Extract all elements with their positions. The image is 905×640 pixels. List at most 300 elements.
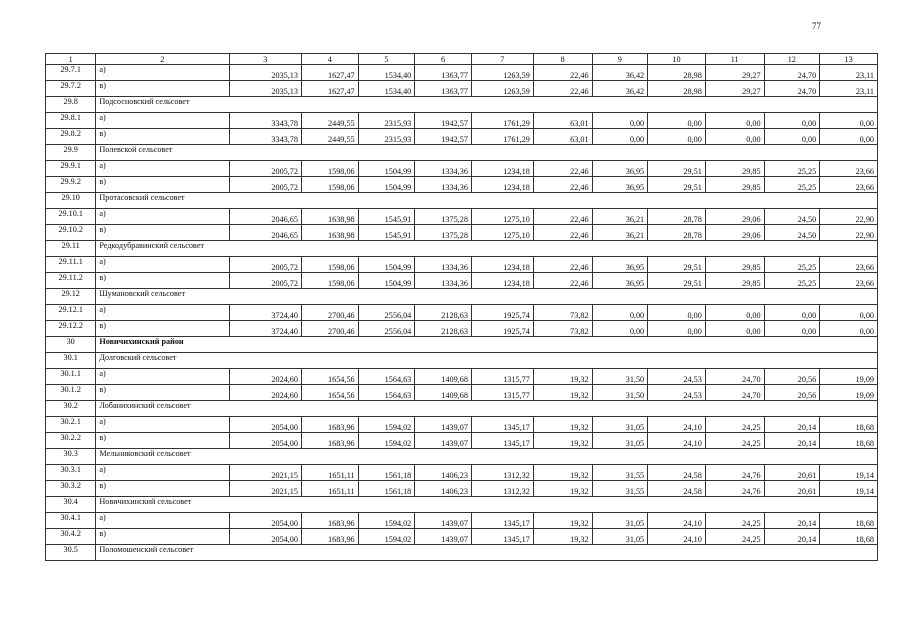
value-cell: 24,70 — [764, 65, 820, 81]
value-cell: 1534,40 — [358, 81, 415, 97]
value-cell: 0,00 — [764, 305, 820, 321]
row-label: в) — [96, 177, 229, 193]
value-cell: 0,00 — [764, 129, 820, 145]
value-cell: 3343,78 — [229, 113, 301, 129]
value-cell: 2005,72 — [229, 257, 301, 273]
row-label: в) — [96, 129, 229, 145]
column-header: 5 — [358, 54, 415, 65]
value-cell: 2046,65 — [229, 209, 301, 225]
section-row — [46, 545, 878, 561]
value-cell: 1263,59 — [471, 65, 533, 81]
value-cell: 1638,98 — [301, 209, 358, 225]
value-cell: 22,90 — [820, 209, 878, 225]
value-cell: 1598,06 — [301, 273, 358, 289]
value-cell: 0,00 — [705, 129, 764, 145]
value-cell: 0,00 — [705, 305, 764, 321]
section-row — [46, 337, 878, 353]
row-label: а) — [96, 209, 229, 225]
value-cell: 24,50 — [764, 225, 820, 241]
section-row — [46, 401, 878, 417]
value-cell: 1334,36 — [415, 177, 472, 193]
section-title: Новичихинский район — [96, 337, 878, 353]
section-title: Долговский сельсовет — [96, 353, 878, 369]
value-cell: 24,58 — [648, 465, 706, 481]
value-cell: 2021,15 — [229, 481, 301, 497]
value-cell: 1234,18 — [471, 177, 533, 193]
value-cell: 1564,63 — [358, 369, 415, 385]
value-cell: 1345,17 — [471, 417, 533, 433]
table-row — [46, 481, 878, 497]
value-cell: 20,56 — [764, 369, 820, 385]
row-label: в) — [96, 481, 229, 497]
value-cell: 1409,68 — [415, 369, 472, 385]
value-cell: 22,46 — [533, 273, 592, 289]
value-cell: 23,11 — [820, 65, 878, 81]
value-cell: 20,14 — [764, 433, 820, 449]
row-label: а) — [96, 417, 229, 433]
value-cell: 20,14 — [764, 513, 820, 529]
table-row — [46, 273, 878, 289]
value-cell: 1761,29 — [471, 113, 533, 129]
row-code: 30.3.2 — [46, 481, 96, 497]
row-label: а) — [96, 65, 229, 81]
row-code: 29.11.1 — [46, 257, 96, 273]
value-cell: 24,10 — [648, 529, 706, 545]
table-row — [46, 465, 878, 481]
value-cell: 24,25 — [705, 513, 764, 529]
section-row — [46, 449, 878, 465]
value-cell: 29,51 — [648, 177, 706, 193]
page-number: 77 — [812, 21, 821, 31]
value-cell: 22,46 — [533, 177, 592, 193]
value-cell: 63,01 — [533, 129, 592, 145]
column-header: 3 — [229, 54, 301, 65]
value-cell: 0,00 — [764, 321, 820, 337]
section-title: Поломошенский сельсовет — [96, 545, 878, 561]
value-cell: 22,46 — [533, 161, 592, 177]
column-header: 7 — [471, 54, 533, 65]
value-cell: 1638,98 — [301, 225, 358, 241]
value-cell: 0,00 — [648, 113, 706, 129]
row-code: 30.5 — [46, 545, 96, 561]
value-cell: 19,32 — [533, 529, 592, 545]
value-cell: 1504,99 — [358, 257, 415, 273]
value-cell: 1683,96 — [301, 417, 358, 433]
value-cell: 1925,74 — [471, 305, 533, 321]
value-cell: 2005,72 — [229, 273, 301, 289]
value-cell: 1334,36 — [415, 161, 472, 177]
value-cell: 2700,46 — [301, 305, 358, 321]
value-cell: 36,95 — [592, 257, 648, 273]
row-label: в) — [96, 273, 229, 289]
value-cell: 31,50 — [592, 369, 648, 385]
value-cell: 20,14 — [764, 417, 820, 433]
value-cell: 1564,63 — [358, 385, 415, 401]
value-cell: 1439,07 — [415, 417, 472, 433]
value-cell: 1598,06 — [301, 161, 358, 177]
value-cell: 1363,77 — [415, 81, 472, 97]
value-cell: 19,32 — [533, 433, 592, 449]
value-cell: 19,32 — [533, 481, 592, 497]
value-cell: 1534,40 — [358, 65, 415, 81]
value-cell: 1312,32 — [471, 465, 533, 481]
value-cell: 0,00 — [592, 305, 648, 321]
value-cell: 24,70 — [705, 369, 764, 385]
value-cell: 1345,17 — [471, 433, 533, 449]
value-cell: 23,66 — [820, 177, 878, 193]
value-cell: 18,68 — [820, 433, 878, 449]
value-cell: 2046,65 — [229, 225, 301, 241]
row-code: 29.8 — [46, 97, 96, 113]
row-label: в) — [96, 225, 229, 241]
value-cell: 24,76 — [705, 481, 764, 497]
value-cell: 2556,04 — [358, 305, 415, 321]
value-cell: 0,00 — [648, 321, 706, 337]
table-row — [46, 81, 878, 97]
value-cell: 0,00 — [820, 321, 878, 337]
row-code: 29.11 — [46, 241, 96, 257]
value-cell: 20,56 — [764, 385, 820, 401]
value-cell: 1651,11 — [301, 465, 358, 481]
value-cell: 2035,13 — [229, 81, 301, 97]
value-cell: 1375,28 — [415, 209, 472, 225]
table-row — [46, 209, 878, 225]
value-cell: 24,10 — [648, 513, 706, 529]
value-cell: 0,00 — [648, 129, 706, 145]
value-cell: 24,10 — [648, 433, 706, 449]
value-cell: 1439,07 — [415, 433, 472, 449]
table-header-row — [46, 54, 878, 65]
value-cell: 24,70 — [764, 81, 820, 97]
value-cell: 0,00 — [705, 321, 764, 337]
table-row — [46, 305, 878, 321]
value-cell: 20,14 — [764, 529, 820, 545]
section-row — [46, 497, 878, 513]
row-label: в) — [96, 433, 229, 449]
section-row — [46, 241, 878, 257]
value-cell: 73,82 — [533, 321, 592, 337]
value-cell: 1925,74 — [471, 321, 533, 337]
value-cell: 31,05 — [592, 417, 648, 433]
tariff-table — [45, 53, 878, 561]
value-cell: 1504,99 — [358, 273, 415, 289]
value-cell: 2449,55 — [301, 129, 358, 145]
section-row — [46, 145, 878, 161]
row-label: а) — [96, 369, 229, 385]
value-cell: 25,25 — [764, 273, 820, 289]
row-code: 30.1.2 — [46, 385, 96, 401]
value-cell: 2556,04 — [358, 321, 415, 337]
value-cell: 1312,32 — [471, 481, 533, 497]
row-code: 29.8.2 — [46, 129, 96, 145]
value-cell: 2128,63 — [415, 305, 472, 321]
table-body — [46, 54, 878, 561]
column-header: 12 — [764, 54, 820, 65]
row-code: 29.11.2 — [46, 273, 96, 289]
section-row — [46, 193, 878, 209]
table-row — [46, 257, 878, 273]
row-code: 29.12 — [46, 289, 96, 305]
row-code: 30.1.1 — [46, 369, 96, 385]
column-header: 13 — [820, 54, 878, 65]
value-cell: 1315,77 — [471, 369, 533, 385]
row-label: в) — [96, 529, 229, 545]
column-header: 8 — [533, 54, 592, 65]
value-cell: 28,78 — [648, 225, 706, 241]
value-cell: 1598,06 — [301, 177, 358, 193]
table-row — [46, 129, 878, 145]
value-cell: 19,32 — [533, 465, 592, 481]
value-cell: 29,85 — [705, 257, 764, 273]
value-cell: 1594,02 — [358, 529, 415, 545]
value-cell: 19,32 — [533, 385, 592, 401]
value-cell: 29,85 — [705, 273, 764, 289]
table-row — [46, 321, 878, 337]
value-cell: 22,46 — [533, 65, 592, 81]
value-cell: 1363,77 — [415, 65, 472, 81]
row-code: 30.3.1 — [46, 465, 96, 481]
row-code: 29.10.1 — [46, 209, 96, 225]
value-cell: 18,68 — [820, 529, 878, 545]
value-cell: 1942,57 — [415, 113, 472, 129]
value-cell: 73,82 — [533, 305, 592, 321]
value-cell: 18,68 — [820, 417, 878, 433]
value-cell: 0,00 — [764, 113, 820, 129]
value-cell: 25,25 — [764, 177, 820, 193]
table-row — [46, 433, 878, 449]
value-cell: 36,95 — [592, 161, 648, 177]
column-header: 9 — [592, 54, 648, 65]
value-cell: 24,25 — [705, 529, 764, 545]
value-cell: 1234,18 — [471, 257, 533, 273]
value-cell: 22,90 — [820, 225, 878, 241]
row-label: а) — [96, 161, 229, 177]
value-cell: 1439,07 — [415, 513, 472, 529]
value-cell: 1275,10 — [471, 209, 533, 225]
value-cell: 25,25 — [764, 257, 820, 273]
column-header: 1 — [46, 54, 96, 65]
value-cell: 0,00 — [820, 113, 878, 129]
value-cell: 24,58 — [648, 481, 706, 497]
value-cell: 1627,47 — [301, 65, 358, 81]
table-row — [46, 385, 878, 401]
value-cell: 2054,00 — [229, 529, 301, 545]
row-code: 29.9.1 — [46, 161, 96, 177]
value-cell: 3343,78 — [229, 129, 301, 145]
value-cell: 3724,40 — [229, 321, 301, 337]
row-code: 30.3 — [46, 449, 96, 465]
value-cell: 19,14 — [820, 481, 878, 497]
value-cell: 24,70 — [705, 385, 764, 401]
value-cell: 1651,11 — [301, 481, 358, 497]
value-cell: 1561,18 — [358, 465, 415, 481]
value-cell: 29,27 — [705, 65, 764, 81]
value-cell: 1683,96 — [301, 513, 358, 529]
value-cell: 29,85 — [705, 161, 764, 177]
table-row — [46, 513, 878, 529]
column-header: 6 — [415, 54, 472, 65]
value-cell: 24,76 — [705, 465, 764, 481]
row-code: 30 — [46, 337, 96, 353]
value-cell: 1406,23 — [415, 481, 472, 497]
row-code: 29.7.1 — [46, 65, 96, 81]
row-code: 29.9 — [46, 145, 96, 161]
value-cell: 0,00 — [592, 129, 648, 145]
value-cell: 28,98 — [648, 65, 706, 81]
value-cell: 19,09 — [820, 369, 878, 385]
value-cell: 19,32 — [533, 513, 592, 529]
value-cell: 2054,00 — [229, 433, 301, 449]
value-cell: 1275,10 — [471, 225, 533, 241]
value-cell: 1594,02 — [358, 513, 415, 529]
value-cell: 22,46 — [533, 209, 592, 225]
value-cell: 19,32 — [533, 417, 592, 433]
value-cell: 31,05 — [592, 529, 648, 545]
row-code: 29.9.2 — [46, 177, 96, 193]
value-cell: 2005,72 — [229, 161, 301, 177]
section-row — [46, 289, 878, 305]
table-row — [46, 529, 878, 545]
value-cell: 1504,99 — [358, 177, 415, 193]
value-cell: 1406,23 — [415, 465, 472, 481]
value-cell: 1942,57 — [415, 129, 472, 145]
row-code: 30.4 — [46, 497, 96, 513]
value-cell: 1234,18 — [471, 273, 533, 289]
value-cell: 1263,59 — [471, 81, 533, 97]
value-cell: 36,42 — [592, 81, 648, 97]
row-code: 30.4.1 — [46, 513, 96, 529]
value-cell: 31,05 — [592, 513, 648, 529]
table-row — [46, 161, 878, 177]
column-header: 2 — [96, 54, 229, 65]
value-cell: 29,51 — [648, 273, 706, 289]
value-cell: 3724,40 — [229, 305, 301, 321]
row-code: 29.8.1 — [46, 113, 96, 129]
value-cell: 23,66 — [820, 257, 878, 273]
value-cell: 31,05 — [592, 433, 648, 449]
value-cell: 29,51 — [648, 257, 706, 273]
row-code: 30.2.1 — [46, 417, 96, 433]
row-label: в) — [96, 385, 229, 401]
row-label: в) — [96, 81, 229, 97]
value-cell: 24,10 — [648, 417, 706, 433]
section-title: Протасовский сельсовет — [96, 193, 878, 209]
row-code: 29.10.2 — [46, 225, 96, 241]
value-cell: 0,00 — [705, 113, 764, 129]
table-row — [46, 225, 878, 241]
value-cell: 1654,56 — [301, 385, 358, 401]
value-cell: 20,61 — [764, 481, 820, 497]
row-code: 29.10 — [46, 193, 96, 209]
section-row — [46, 97, 878, 113]
value-cell: 22,46 — [533, 257, 592, 273]
value-cell: 0,00 — [820, 129, 878, 145]
value-cell: 2024,60 — [229, 385, 301, 401]
value-cell: 1409,68 — [415, 385, 472, 401]
value-cell: 1334,36 — [415, 273, 472, 289]
value-cell: 1598,06 — [301, 257, 358, 273]
row-code: 30.2.2 — [46, 433, 96, 449]
value-cell: 1761,29 — [471, 129, 533, 145]
value-cell: 29,51 — [648, 161, 706, 177]
value-cell: 29,06 — [705, 209, 764, 225]
section-row — [46, 353, 878, 369]
value-cell: 1627,47 — [301, 81, 358, 97]
section-title: Подсосновский сельсовет — [96, 97, 878, 113]
value-cell: 2128,63 — [415, 321, 472, 337]
value-cell: 1545,91 — [358, 209, 415, 225]
value-cell: 19,32 — [533, 369, 592, 385]
value-cell: 22,46 — [533, 81, 592, 97]
value-cell: 2021,15 — [229, 465, 301, 481]
section-title: Шумановский сельсовет — [96, 289, 878, 305]
row-code: 29.12.2 — [46, 321, 96, 337]
value-cell: 28,78 — [648, 209, 706, 225]
value-cell: 0,00 — [648, 305, 706, 321]
value-cell: 1561,18 — [358, 481, 415, 497]
value-cell: 2005,72 — [229, 177, 301, 193]
value-cell: 2700,46 — [301, 321, 358, 337]
value-cell: 24,53 — [648, 385, 706, 401]
value-cell: 36,95 — [592, 273, 648, 289]
row-code: 29.7.2 — [46, 81, 96, 97]
value-cell: 1683,96 — [301, 529, 358, 545]
row-code: 30.2 — [46, 401, 96, 417]
value-cell: 24,25 — [705, 433, 764, 449]
section-title: Новичихинский сельсовет — [96, 497, 878, 513]
value-cell: 31,50 — [592, 385, 648, 401]
value-cell: 24,53 — [648, 369, 706, 385]
value-cell: 1654,56 — [301, 369, 358, 385]
value-cell: 31,55 — [592, 465, 648, 481]
row-code: 30.4.2 — [46, 529, 96, 545]
value-cell: 19,09 — [820, 385, 878, 401]
value-cell: 29,06 — [705, 225, 764, 241]
value-cell: 1315,77 — [471, 385, 533, 401]
table-row — [46, 369, 878, 385]
value-cell: 2054,00 — [229, 417, 301, 433]
value-cell: 1683,96 — [301, 433, 358, 449]
row-label: в) — [96, 321, 229, 337]
value-cell: 1375,28 — [415, 225, 472, 241]
value-cell: 19,14 — [820, 465, 878, 481]
value-cell: 1504,99 — [358, 161, 415, 177]
value-cell: 24,25 — [705, 417, 764, 433]
column-header: 4 — [301, 54, 358, 65]
value-cell: 2024,60 — [229, 369, 301, 385]
row-label: а) — [96, 513, 229, 529]
section-title: Мельниковский сельсовет — [96, 449, 878, 465]
value-cell: 20,61 — [764, 465, 820, 481]
value-cell: 2054,00 — [229, 513, 301, 529]
value-cell: 63,01 — [533, 113, 592, 129]
table-row — [46, 177, 878, 193]
value-cell: 23,66 — [820, 273, 878, 289]
value-cell: 25,25 — [764, 161, 820, 177]
value-cell: 2449,55 — [301, 113, 358, 129]
value-cell: 1334,36 — [415, 257, 472, 273]
value-cell: 0,00 — [592, 321, 648, 337]
value-cell: 2315,93 — [358, 129, 415, 145]
value-cell: 18,68 — [820, 513, 878, 529]
value-cell: 1545,91 — [358, 225, 415, 241]
value-cell: 0,00 — [592, 113, 648, 129]
value-cell: 0,00 — [820, 305, 878, 321]
column-header: 11 — [705, 54, 764, 65]
value-cell: 22,46 — [533, 225, 592, 241]
value-cell: 1439,07 — [415, 529, 472, 545]
value-cell: 23,66 — [820, 161, 878, 177]
